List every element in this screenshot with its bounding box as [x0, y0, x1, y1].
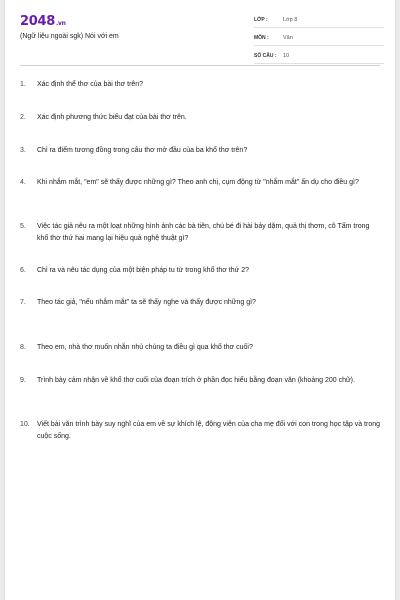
question-number: 5.: [20, 223, 26, 230]
metadata-panel: [254, 13, 384, 67]
header-divider: [20, 65, 380, 66]
question-item-2: [20, 112, 380, 124]
question-text: Xác định phương thức biểu đạt của bài thơ trên.: [37, 114, 187, 121]
question-text: Theo em, nhà thơ muốn nhắn nhủ chúng ta điều gì qua khổ thơ cuối?: [37, 344, 253, 351]
question-text: Viết bài văn trình bày suy nghĩ của em về sự khích lệ, động viên của cha mẹ đối với con trong học tập và trong cuộc sống.: [37, 421, 381, 440]
meta-label-class: LỚP :: [254, 17, 268, 23]
question-number: 6.: [20, 267, 26, 274]
meta-row-class: [254, 13, 384, 28]
question-text: Chỉ ra và nêu tác dụng của một biện pháp tu từ trong khổ thơ thứ 2?: [37, 267, 250, 274]
document-title: (Ngữ liệu ngoài sgk) Nói với em: [20, 33, 119, 40]
logo-domain: .vn: [55, 20, 66, 27]
question-number: 8.: [20, 344, 26, 351]
question-number: 10.: [20, 421, 30, 428]
question-text: Chỉ ra điểm tương đồng trong câu thơ mở đầu của ba khổ thơ trên?: [37, 147, 248, 154]
question-item-8: [20, 342, 380, 354]
meta-row-question-count: [254, 49, 384, 64]
meta-row-subject: [254, 31, 384, 46]
question-item-5: [20, 221, 380, 245]
question-number: 2.: [20, 114, 26, 121]
question-number: 1.: [20, 81, 26, 88]
question-text: Việc tác giả nêu ra một loạt những hình ảnh các bà tiên, chú bé đi hài bảy dặm, quả thị thơm, cô Tấm trong khổ thơ thứ hai mang lại hiệu quả nghệ thuật gì?: [37, 223, 370, 242]
question-text: Xác định thể thơ của bài thơ trên?: [37, 81, 144, 88]
question-number: 3.: [20, 147, 26, 154]
question-item-4: [20, 177, 380, 189]
question-item-6: [20, 265, 380, 277]
question-number: 9.: [20, 377, 26, 384]
question-item-3: [20, 145, 380, 157]
worksheet-page: [5, 0, 395, 600]
meta-label-question-count: SỐ CÂU :: [254, 53, 277, 59]
question-number: 7.: [20, 299, 26, 306]
site-logo[interactable]: [20, 14, 66, 29]
question-number: 4.: [20, 179, 26, 186]
meta-value-subject: Văn: [283, 35, 293, 41]
question-item-1: [20, 79, 380, 91]
question-text: Trình bày cảm nhận về khổ thơ cuối của đoạn trích ở phần đọc hiểu bằng đoạn văn (khoảng 200 chữ).: [37, 377, 355, 384]
meta-value-question-count: 10: [283, 53, 290, 59]
question-text: Khi nhắm mắt, "em" sẽ thấy được những gì? Theo anh chị, cụm động từ "nhắm mắt" ẩn dụ cho điều gì?: [37, 179, 359, 186]
question-item-10: [20, 419, 380, 443]
question-item-9: [20, 375, 380, 387]
meta-label-subject: MÔN :: [254, 35, 269, 41]
meta-value-class: Lớp 8: [283, 17, 298, 23]
question-item-7: [20, 297, 380, 309]
logo-text: 2048: [20, 14, 55, 29]
question-text: Theo tác giả, "nếu nhắm mắt" ta sẽ thấy nghe và thấy được những gì?: [37, 299, 256, 306]
